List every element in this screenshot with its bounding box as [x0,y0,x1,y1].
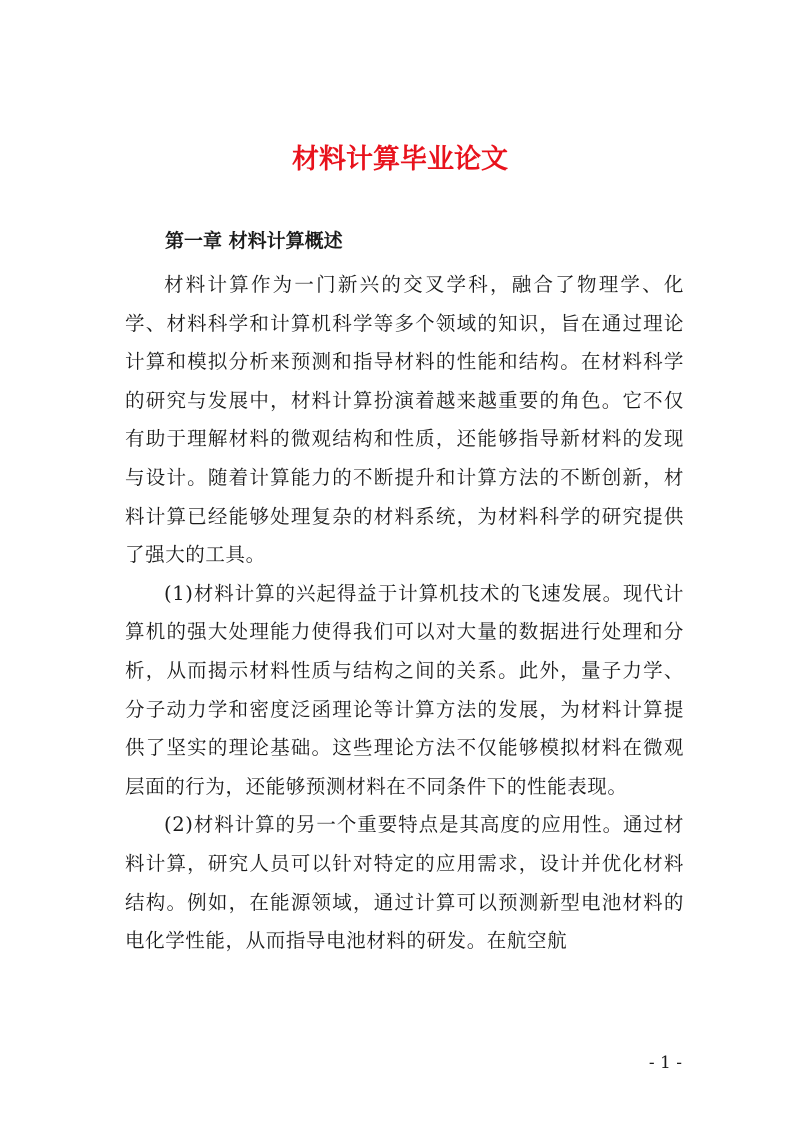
page-number: - 1 - [648,1053,682,1073]
chapter-heading: 第一章 材料计算概述 [165,230,343,252]
paragraph-point-2: (2)材料计算的另一个重要特点是其高度的应用性。通过材料计算，研究人员可以针对特定的应用需求，设计并优化材料结构。例如，在能源领域，通过计算可以预测新型电池材料的电化学性能，从而指导电池材料的研发。在航空航 [125,813,684,953]
document-title: 材料计算毕业论文 [292,144,508,175]
paragraph-point-1: (1)材料计算的兴起得益于计算机技术的飞速发展。现代计算机的强大处理能力使得我们可以对大量的数据进行处理和分析，从而揭示材料性质与结构之间的关系。此外，量子力学、分子动力学和密度泛函理论等计算方法的发展，为材料计算提供了坚实的理论基础。这些理论方法不仅能够模拟材料在微观层面的行为，还能够预测材料在不同条件下的性能表现。 [125,581,684,798]
body-text [125,266,684,961]
paragraph-intro: 材料计算作为一门新兴的交叉学科，融合了物理学、化学、材料科学和计算机科学等多个领域的知识，旨在通过理论计算和模拟分析来预测和指导材料的性能和结构。在材料科学的研究与发展中，材料计算扮演着越来越重要的角色。它不仅有助于理解材料的微观结构和性质，还能够指导新材料的发现与设计。随着计算能力的不断提升和计算方法的不断创新，材料计算已经能够处理复杂的材料系统，为材料科学的研究提供了强大的工具。 [125,273,684,567]
